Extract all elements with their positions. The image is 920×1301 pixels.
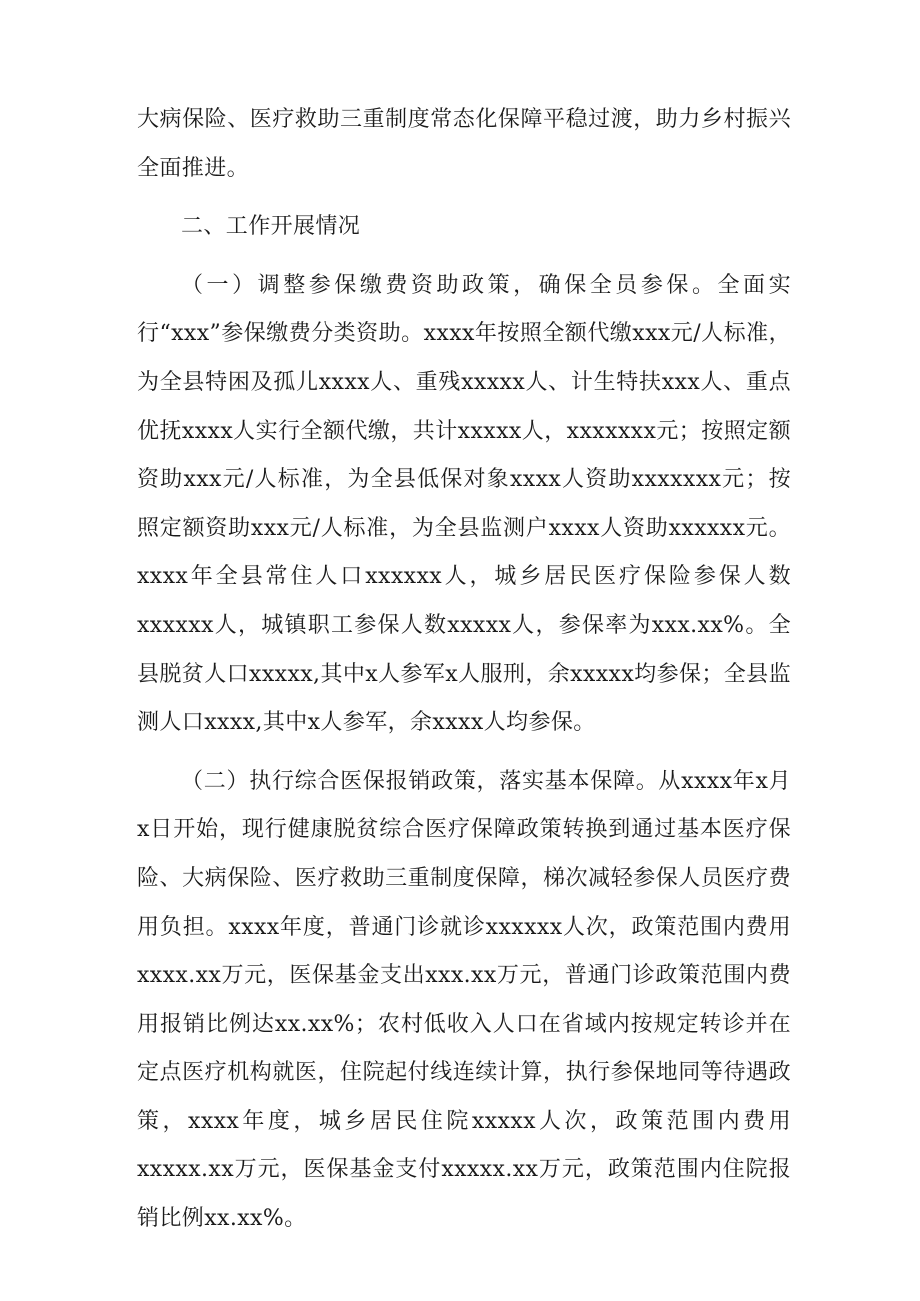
document-body — [137, 96, 791, 1244]
paragraph-gap — [137, 252, 791, 262]
paragraph-continuation: 大病保险、医疗救助三重制度常态化保障平稳过渡，助力乡村振兴全面推进。 — [137, 107, 791, 181]
section-heading: 二、工作开展情况 — [181, 214, 361, 240]
paragraph-reimbursement-policy: （二）执行综合医保报销政策，落实基本保障。从xxxx年x月x日开始，现行健康脱贫综合医疗保障政策转换到通过基本医疗保险、大病保险、医疗救助三重制度保障，梯次减轻参保人员医疗费用负担。xxxx年度，普通门诊就诊xxxxxx人次，政策范围内费用xxxx.xx万元，医保基金支出xxx.xx万元，普通门诊政策范围内费用报销比例达xx.xx%；农村低收入人口在省域内按规定转诊并在定点医疗机构就医，住院起付线连续计算，执行参保地同等待遇政策，xxxx年度，城乡居民住院xxxxx人次，政策范围内费用xxxxx.xx万元，医保基金支付xxxxx.xx万元，政策范围内住院报销比例xx.xx%。 — [137, 768, 791, 1232]
paragraph-gap — [137, 748, 791, 758]
paragraph-insurance-subsidy: （一）调整参保缴费资助政策，确保全员参保。全面实行“xxx”参保缴费分类资助。xxxx年按照全额代缴xxx元/人标准，为全县特困及孤儿xxxx人、重残xxxxx人、计生特扶xxx人、重点优抚xxxx人实行全额代缴，共计xxxxx人，xxxxxxx元；按照定额资助xxx元/人标准，为全县低保对象xxxx人资助xxxxxxx元；按照定额资助xxx元/人标准，为全县监测户xxxx人资助xxxxxx元。xxxx年全县常住人口xxxxxx人，城乡居民医疗保险参保人数xxxxxx人，城镇职工参保人数xxxxx人，参保率为xxx.xx%。全县脱贫人口xxxxx,其中x人参军x人服刑，余xxxxx均参保；全县监测人口xxxx,其中x人参军，余xxxx人均参保。 — [137, 272, 791, 736]
paragraph-gap — [137, 193, 791, 203]
